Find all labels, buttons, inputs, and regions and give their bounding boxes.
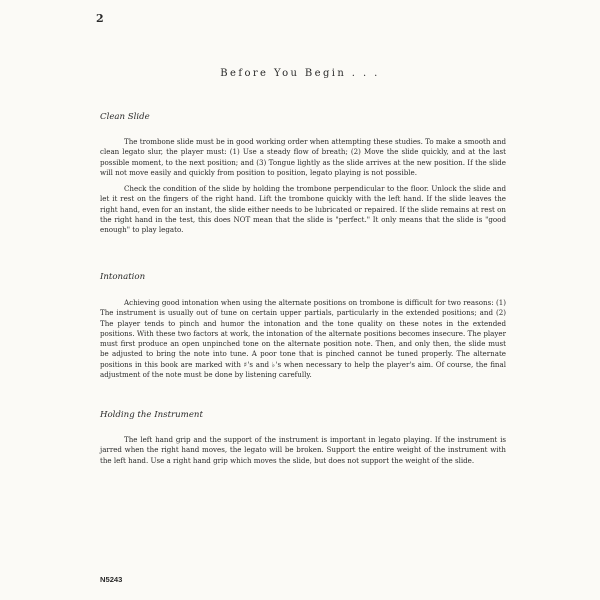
section-heading: Holding the Instrument	[100, 410, 203, 420]
paragraph: The trombone slide must be in good working order when attempting these studies. To make a smooth and clean legato slur, the player must: (1) Use a steady flow of breath; (2) Move the slide quickly, and at the last possible moment, to the next position; and (3) Tongue lightly as the slide arrives at the new position. If the slide will not move easily and quickly from position to position, legato playing is not possible.	[100, 137, 507, 177]
paragraph: Achieving good intonation when using the alternate positions on trombone is difficult for two reasons: (1) The instrument is usually out of tune on certain upper partials, particularly in the extended positions; and (2) The player tends to pinch and humor the intonation and the tone quality on these notes in the extended positions. With these two factors at work, the intonation of the alternate positions becomes insecure. The player must first produce an open unpinched tone on the alternate position note. Then, and only then, the slide must be adjusted to bring the note into tune. A poor tone that is pinched cannot be tuned properly. The alternate positions in this book are marked with ♯'s and ♭'s when necessary to help the player's aim. Of course, the final adjustment of the note must be done by listening carefully.	[100, 298, 506, 380]
paragraph: The left hand grip and the support of the instrument is important in legato playing. If the instrument is jarred when the right hand moves, the legato will be broken. Support the entire weight of the instrument with the left hand. Use a right hand grip which moves the slide, but does not support the weight of the slide.	[100, 435, 506, 465]
page-title: Before You Begin . . .	[220, 68, 380, 79]
section-intonation	[100, 272, 506, 380]
section-heading: Clean Slide	[100, 112, 150, 122]
section-clean-slide	[100, 112, 506, 236]
section-holding-the-instrument	[100, 410, 506, 466]
page-number: 2	[96, 12, 104, 25]
footer-code: N5243	[100, 575, 123, 584]
paragraph: Check the condition of the slide by holding the trombone perpendicular to the floor. Unlock the slide and let it rest on the fingers of the right hand. Lift the trombone quickly with the left hand. If the slide leaves the right hand, even for an instant, the slide either needs to be lubricated or repaired. If the slide remains at rest on the right hand in the test, this does NOT mean that the slide is "perfect." It only means that the slide is "good enough" to play legato.	[100, 184, 506, 235]
section-heading: Intonation	[100, 272, 146, 282]
